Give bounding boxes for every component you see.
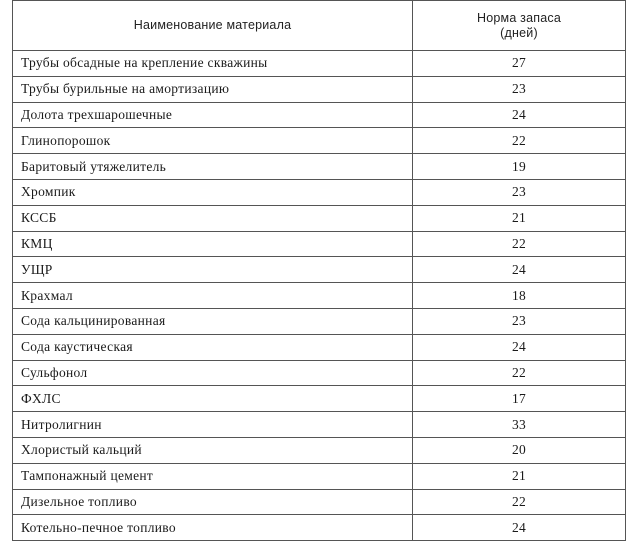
table-row xyxy=(13,334,626,360)
material-name-cell: КМЦ xyxy=(13,231,413,257)
stock-norm-days-cell: 24 xyxy=(413,515,626,541)
stock-norm-days-cell: 24 xyxy=(413,334,626,360)
stock-norms-table xyxy=(12,0,626,541)
header-stock-norm-title: Норма запаса xyxy=(477,10,561,25)
table-row xyxy=(13,179,626,205)
material-name-cell: Сода каустическая xyxy=(13,334,413,360)
stock-norm-days-cell: 24 xyxy=(413,257,626,283)
material-name-cell: Глинопорошок xyxy=(13,128,413,154)
table-row xyxy=(13,102,626,128)
stock-norm-days-cell: 24 xyxy=(413,102,626,128)
table-row xyxy=(13,154,626,180)
stock-norms-table-container xyxy=(12,0,625,541)
material-name-cell: КССБ xyxy=(13,205,413,231)
table-header xyxy=(13,1,626,51)
stock-norm-days-cell: 23 xyxy=(413,179,626,205)
material-name-cell: Крахмал xyxy=(13,283,413,309)
table-row xyxy=(13,463,626,489)
material-name-cell: Хлористый кальций xyxy=(13,437,413,463)
material-name-cell: Долота трехшарошечные xyxy=(13,102,413,128)
stock-norm-days-cell: 19 xyxy=(413,154,626,180)
table-row xyxy=(13,515,626,541)
table-row xyxy=(13,231,626,257)
stock-norm-days-cell: 22 xyxy=(413,231,626,257)
material-name-cell: Трубы обсадные на крепление скважины xyxy=(13,51,413,77)
table-row xyxy=(13,257,626,283)
table-row xyxy=(13,489,626,515)
stock-norm-days-cell: 33 xyxy=(413,412,626,438)
stock-norm-days-cell: 20 xyxy=(413,437,626,463)
table-row xyxy=(13,360,626,386)
header-stock-norm-unit: (дней) xyxy=(500,25,538,40)
material-name-cell: Хромпик xyxy=(13,179,413,205)
stock-norm-days-cell: 23 xyxy=(413,308,626,334)
material-name-cell: Сода кальцинированная xyxy=(13,308,413,334)
table-row xyxy=(13,205,626,231)
stock-norm-days-cell: 21 xyxy=(413,463,626,489)
table-row xyxy=(13,437,626,463)
table-row xyxy=(13,308,626,334)
stock-norm-days-cell: 21 xyxy=(413,205,626,231)
table-row xyxy=(13,76,626,102)
table-row xyxy=(13,386,626,412)
material-name-cell: Нитролигнин xyxy=(13,412,413,438)
table-body xyxy=(13,51,626,541)
material-name-cell: Баритовый утяжелитель xyxy=(13,154,413,180)
header-row xyxy=(13,1,626,51)
table-row xyxy=(13,128,626,154)
material-name-cell: ФХЛС xyxy=(13,386,413,412)
table-row xyxy=(13,51,626,77)
table-row xyxy=(13,412,626,438)
header-material-name: Наименование материала xyxy=(13,1,413,51)
table-row xyxy=(13,283,626,309)
material-name-cell: УЩР xyxy=(13,257,413,283)
stock-norm-days-cell: 23 xyxy=(413,76,626,102)
material-name-cell: Тампонажный цемент xyxy=(13,463,413,489)
stock-norm-days-cell: 22 xyxy=(413,128,626,154)
header-stock-norm xyxy=(413,1,626,51)
material-name-cell: Сульфонол xyxy=(13,360,413,386)
stock-norm-days-cell: 27 xyxy=(413,51,626,77)
stock-norm-days-cell: 22 xyxy=(413,360,626,386)
material-name-cell: Трубы бурильные на амортизацию xyxy=(13,76,413,102)
material-name-cell: Котельно-печное топливо xyxy=(13,515,413,541)
material-name-cell: Дизельное топливо xyxy=(13,489,413,515)
stock-norm-days-cell: 18 xyxy=(413,283,626,309)
stock-norm-days-cell: 17 xyxy=(413,386,626,412)
stock-norm-days-cell: 22 xyxy=(413,489,626,515)
